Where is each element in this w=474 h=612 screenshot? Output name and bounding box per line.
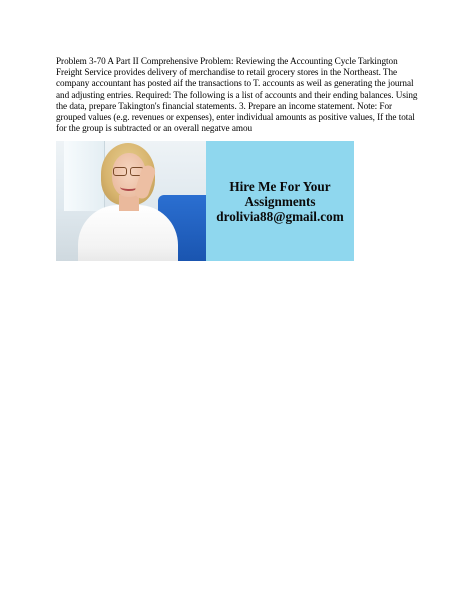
promo-line-2: Assignments bbox=[244, 193, 316, 209]
photo-neck bbox=[119, 195, 139, 211]
promo-email: drolivia88@gmail.com bbox=[216, 208, 344, 224]
advertisement-banner bbox=[56, 141, 354, 261]
woman-photo bbox=[56, 141, 206, 261]
promo-box bbox=[206, 141, 354, 261]
photo-window bbox=[64, 141, 105, 211]
problem-text: Problem 3-70 A Part II Comprehensive Problem: Reviewing the Accounting Cycle Tarkington Freight Service provides delivery of merchandise to retail grocery stores in the Northeast. The company accountant has posted aif the transactions to T. accounts as weil as generating the journal and adjusting entries. Required: The following is a list of accounts and their ending balances. Using the data, prepare Takington's financial statements. 3. Prepare an income statement. Note: For grouped values (e.g. revenues or expenses), enter individual amounts as positive values, If the total for the group is subtracted or an overall negatve amou bbox=[56, 56, 418, 134]
photo-shirt bbox=[78, 205, 178, 261]
promo-line-1: Hire Me For Your bbox=[229, 178, 331, 194]
